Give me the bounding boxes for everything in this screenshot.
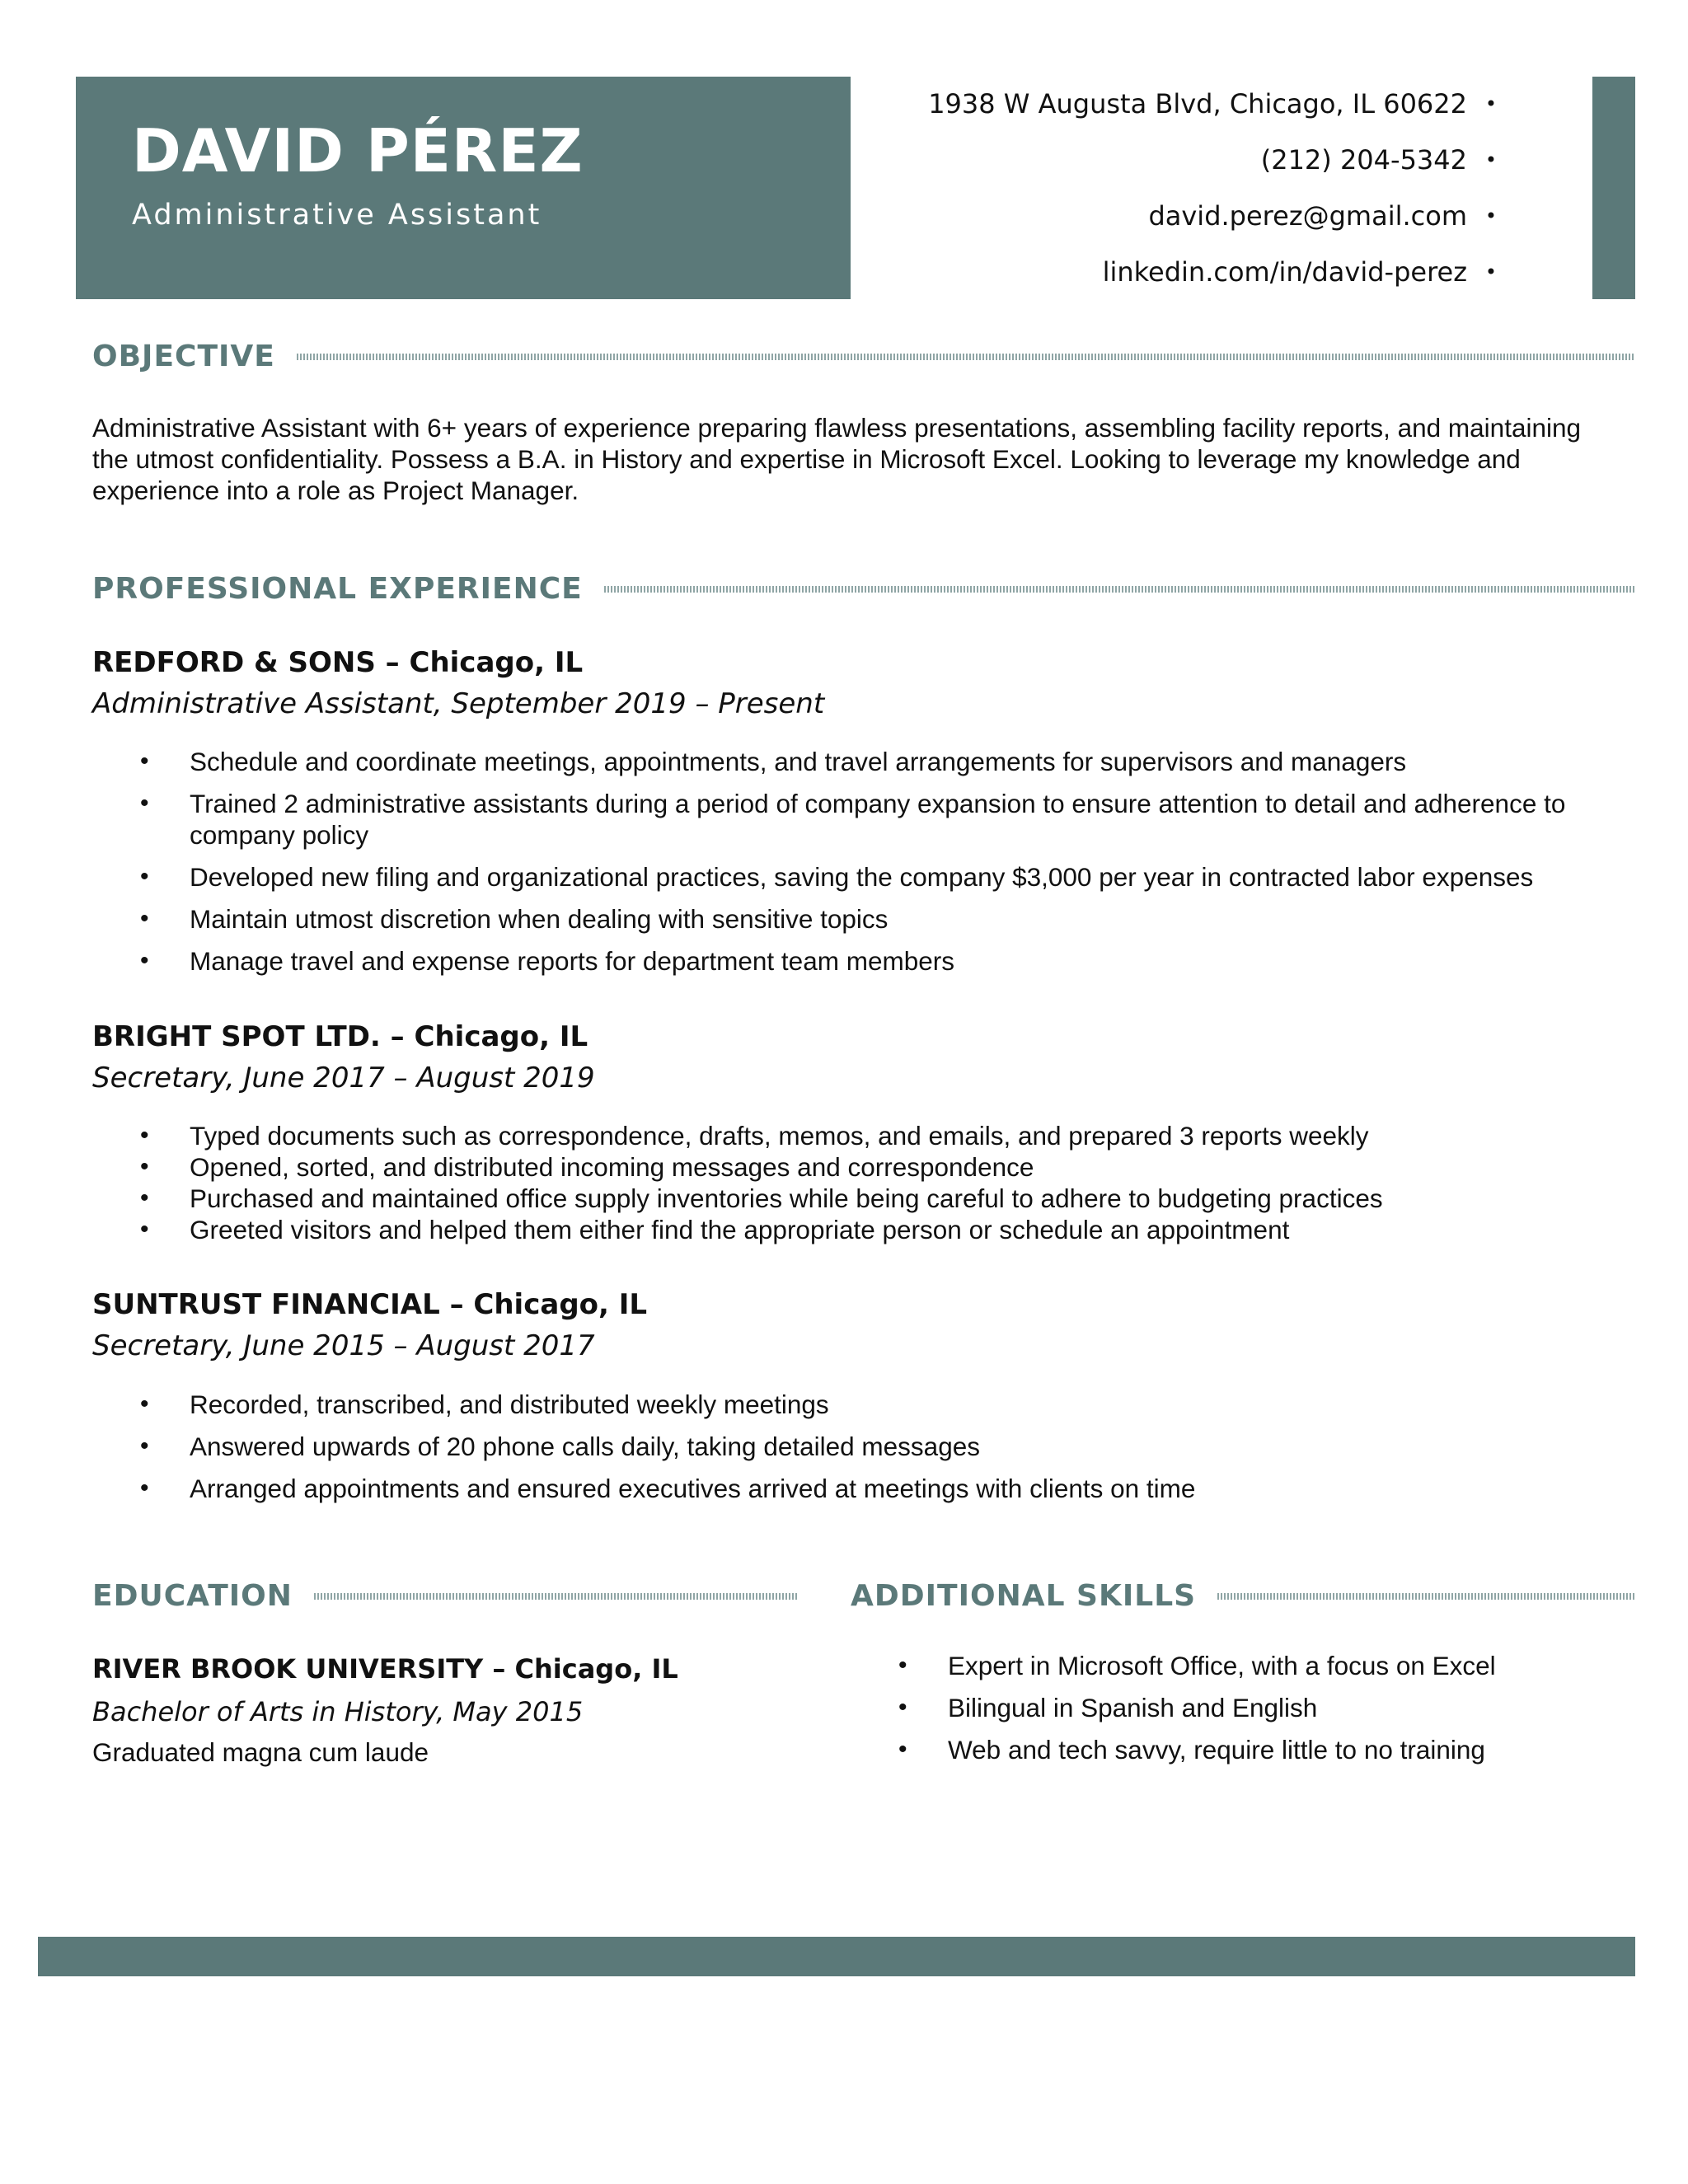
bullet-icon: • (140, 1390, 149, 1418)
list-item-text: Greeted visitors and helped them either find the appropriate person or schedule an appointment (190, 1215, 1290, 1244)
list-item (851, 1650, 1625, 1681)
education-heading-label: EDUCATION (92, 1579, 293, 1613)
job-title: REDFORD & SONS – Chicago, IL (92, 646, 584, 679)
list-item (92, 1183, 1625, 1214)
skills-heading-label: ADDITIONAL SKILLS (851, 1579, 1197, 1613)
experience-heading (92, 572, 1635, 606)
job-title: BRIGHT SPOT LTD. – Chicago, IL (92, 1020, 588, 1053)
list-item-text: Web and tech savvy, require little to no training (948, 1735, 1485, 1765)
candidate-role: Administrative Assistant (132, 199, 542, 232)
contact-email-text: david.perez@gmail.com (1148, 200, 1467, 232)
bullet-icon: • (140, 1153, 149, 1180)
list-item-text: Arranged appointments and ensured executives arrived at meetings with clients on time (190, 1474, 1196, 1503)
bullet-icon: • (140, 1184, 149, 1212)
footer-bar (38, 1937, 1635, 1976)
skills-list (851, 1650, 1625, 1765)
job-bullets (92, 1120, 1625, 1245)
list-item-text: Maintain utmost discretion when dealing with sensitive topics (190, 904, 889, 934)
bullet-icon: • (140, 1432, 149, 1460)
name-banner (76, 77, 851, 299)
contact-email (928, 188, 1497, 244)
bullet-icon: • (1484, 260, 1497, 284)
list-item (92, 1214, 1625, 1245)
bullet-icon: • (140, 1122, 149, 1149)
list-item-text: Recorded, transcribed, and distributed weekly meetings (190, 1390, 829, 1419)
list-item (92, 1389, 1625, 1420)
list-item-text: Manage travel and expense reports for department team members (190, 946, 954, 976)
bullet-icon: • (898, 1652, 907, 1679)
candidate-name: DAVID PÉREZ (132, 116, 584, 185)
degree-text: Bachelor of Arts in History, May 2015 (92, 1696, 584, 1727)
bullet-icon: • (140, 1216, 149, 1243)
bullet-icon: • (140, 863, 149, 890)
contact-address (928, 76, 1497, 132)
list-item-text: Answered upwards of 20 phone calls daily, taking detailed messages (190, 1432, 980, 1461)
list-item (92, 1151, 1625, 1183)
contact-phone (928, 132, 1497, 188)
accent-bar (1592, 77, 1635, 299)
bullet-icon: • (140, 748, 149, 775)
job-subtitle: Secretary, June 2017 – August 2019 (92, 1062, 595, 1094)
objective-heading-label: OBJECTIVE (92, 340, 275, 373)
list-item (92, 746, 1625, 777)
section-divider (314, 1593, 797, 1600)
honors-text: Graduated magna cum laude (92, 1737, 429, 1767)
section-divider (604, 586, 1635, 593)
skills-heading (851, 1579, 1635, 1613)
section-divider (1217, 1593, 1635, 1600)
list-item (92, 788, 1625, 851)
contact-linkedin (928, 244, 1497, 300)
job-bullets (92, 746, 1625, 977)
bullet-icon: • (1484, 92, 1497, 115)
list-item (92, 861, 1625, 893)
school-title: RIVER BROOK UNIVERSITY – Chicago, IL (92, 1653, 678, 1685)
bullet-icon: • (898, 1694, 907, 1721)
list-item-text: Bilingual in Spanish and English (948, 1693, 1318, 1722)
contact-info (928, 76, 1497, 300)
list-item (92, 1120, 1625, 1151)
list-item (92, 1473, 1625, 1504)
list-item-text: Developed new filing and organizational practices, saving the company $3,000 per year in contracted labor expenses (190, 862, 1534, 892)
list-item (851, 1734, 1625, 1765)
contact-linkedin-text: linkedin.com/in/david-perez (1102, 256, 1467, 288)
job-subtitle: Administrative Assistant, September 2019 – Present (92, 687, 825, 720)
list-item (851, 1692, 1625, 1723)
contact-phone-text: (212) 204-5342 (1260, 144, 1467, 176)
bullet-icon: • (140, 790, 149, 817)
bullet-icon: • (140, 1474, 149, 1502)
experience-heading-label: PROFESSIONAL EXPERIENCE (92, 572, 583, 606)
list-item-text: Trained 2 administrative assistants during a period of company expansion to ensure attention to detail and adherence to company policy (190, 789, 1566, 850)
list-item (92, 903, 1625, 935)
contact-address-text: 1938 W Augusta Blvd, Chicago, IL 60622 (928, 88, 1467, 120)
section-divider (297, 354, 1635, 360)
list-item-text: Typed documents such as correspondence, drafts, memos, and emails, and prepared 3 reports weekly (190, 1121, 1369, 1151)
bullet-icon: • (1484, 204, 1497, 227)
list-item-text: Purchased and maintained office supply inventories while being careful to adhere to budgeting practices (190, 1183, 1383, 1213)
list-item-text: Opened, sorted, and distributed incoming messages and correspondence (190, 1152, 1034, 1182)
job-title: SUNTRUST FINANCIAL – Chicago, IL (92, 1288, 648, 1321)
bullet-icon: • (1484, 148, 1497, 171)
job-subtitle: Secretary, June 2015 – August 2017 (92, 1329, 595, 1362)
bullet-icon: • (898, 1736, 907, 1763)
list-item-text: Schedule and coordinate meetings, appointments, and travel arrangements for supervisors and managers (190, 747, 1407, 776)
bullet-icon: • (140, 905, 149, 932)
objective-heading (92, 340, 1635, 373)
list-item-text: Expert in Microsoft Office, with a focus on Excel (948, 1651, 1496, 1680)
job-bullets (92, 1389, 1625, 1504)
list-item (92, 945, 1625, 977)
education-heading (92, 1579, 797, 1613)
list-item (92, 1431, 1625, 1462)
bullet-icon: • (140, 947, 149, 974)
objective-text: Administrative Assistant with 6+ years of experience preparing flawless presentations, assembling facility reports, and maintaining the utmost confidentiality. Possess a B.A. in History and expertise in Microsoft Excel. Looking to leverage my knowledge and experience into a role as Project Manager. (92, 413, 1582, 505)
